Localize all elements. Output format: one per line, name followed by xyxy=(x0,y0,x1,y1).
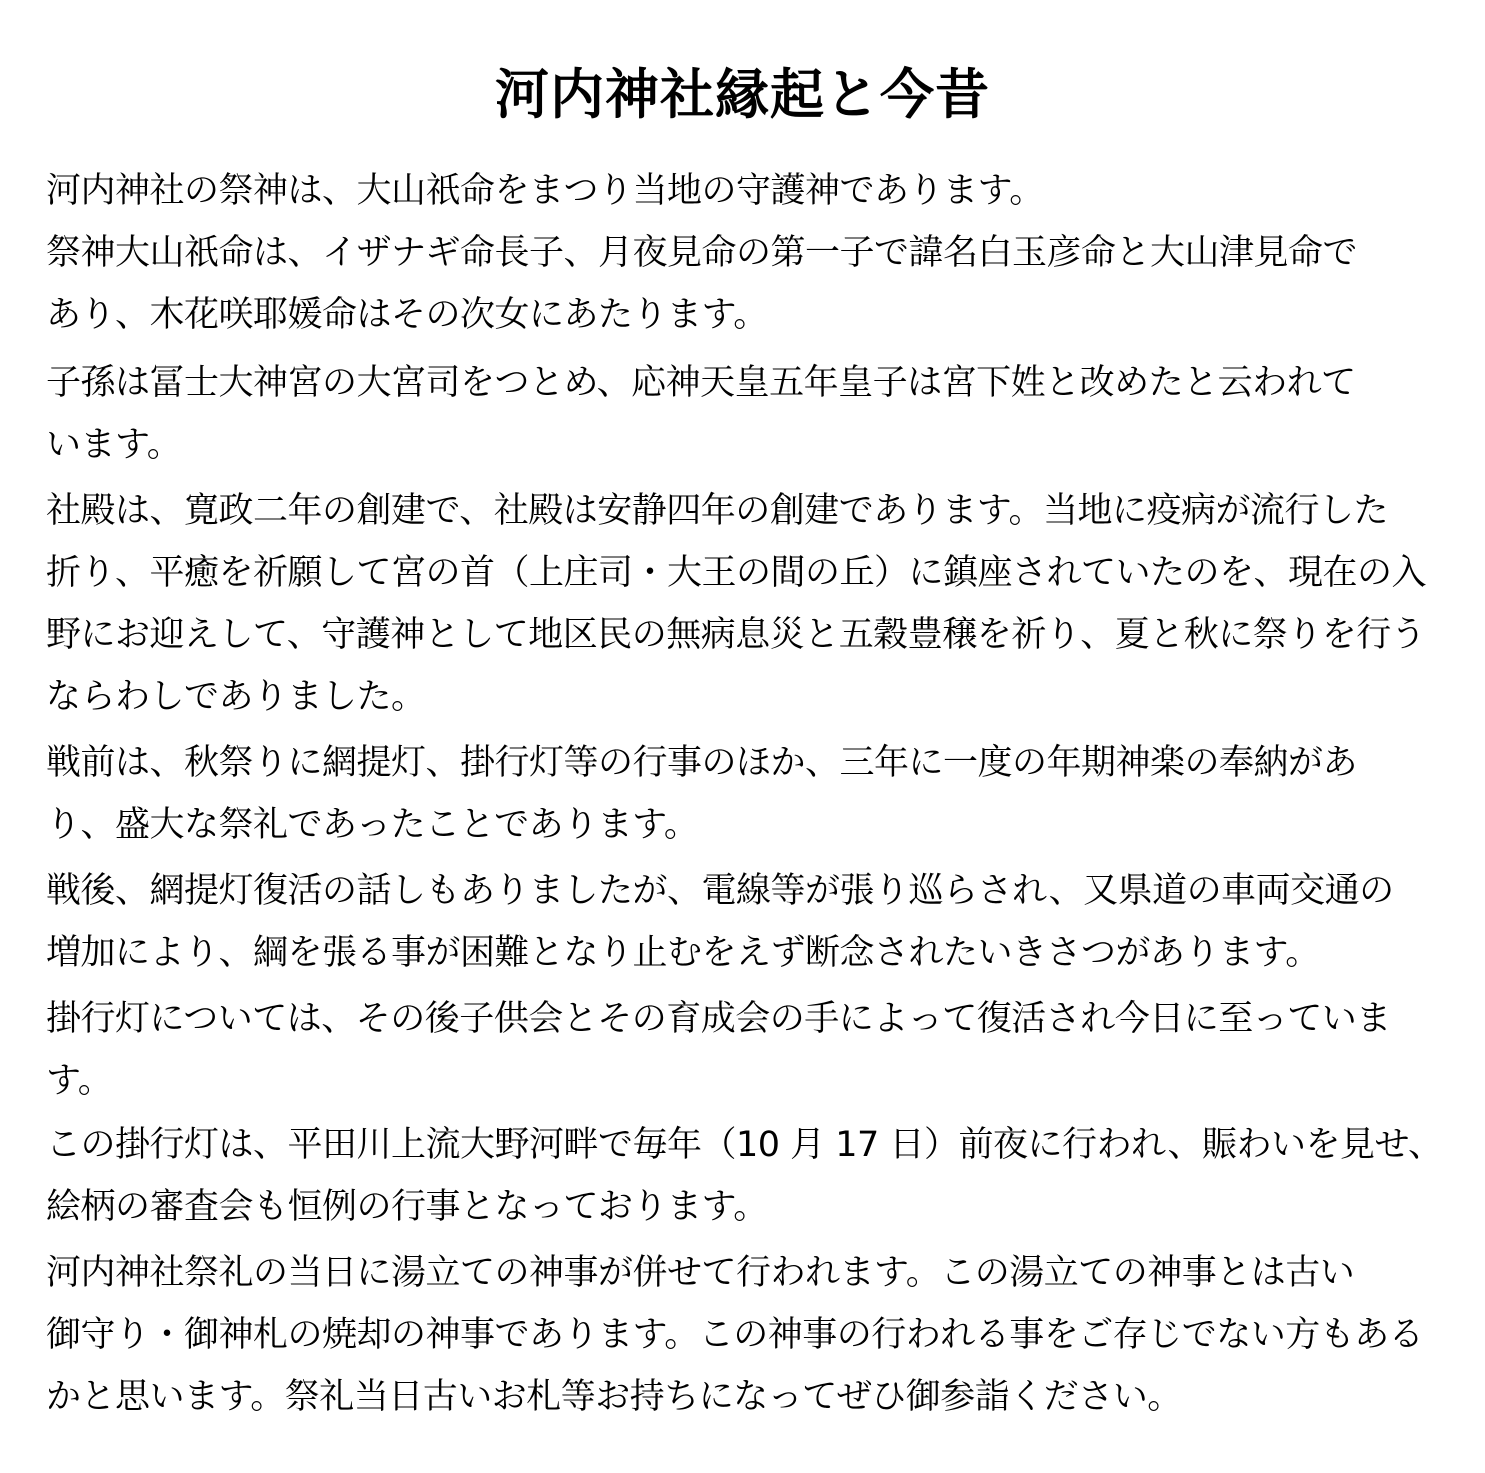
body-line-5: います。 xyxy=(46,425,182,465)
body-line-17: 絵柄の審査会も恒例の行事となっております。 xyxy=(46,1187,768,1227)
body-line-15: す。 xyxy=(46,1061,113,1101)
body-line-18: 河内神社祭礼の当日に湯立ての神事が併せて行われます。この湯立ての神事とは古い xyxy=(46,1253,1355,1293)
page-title: 河内神社縁起と今昔 xyxy=(495,63,990,126)
body-line-19: 御守り・御神札の焼却の神事であります。この神事の行われる事をご存じでない方もある xyxy=(46,1315,1424,1355)
body-line-13: 増加により、綱を張る事が困難となり止むをえず断念されたいきさつがあります。 xyxy=(46,933,1320,973)
body-line-2: 祭神大山祇命は、イザナギ命長子、月夜見命の第一子で諱名白玉彦命と大山津見命で xyxy=(46,233,1358,273)
body-line-10: 戦前は、秋祭りに網提灯、掛行灯等の行事のほか、三年に一度の年期神楽の奉納があ xyxy=(46,743,1358,783)
body-line-9: ならわしでありました。 xyxy=(46,677,426,717)
body-line-3: あり、木花咲耶媛命はその次女にあたります。 xyxy=(46,295,768,335)
body-line-1: 河内神社の祭神は、大山祇命をまつり当地の守護神であります。 xyxy=(46,171,1044,211)
body-line-6: 社殿は、寛政二年の創建で、社殿は安静四年の創建であります。当地に疫病が流行した xyxy=(46,491,1389,531)
body-line-16: この掛行灯は、平田川上流大野河畔で毎年（10 月 17 日）前夜に行われ、賑わいを見せ、 xyxy=(46,1125,1443,1165)
body-line-7: 折り、平癒を祈願して宮の首（上庄司・大王の間の丘）に鎮座されていたのを、現在の入 xyxy=(46,553,1427,593)
body-line-14: 掛行灯については、その後子供会とその育成会の手によって復活され今日に至っていま xyxy=(46,999,1391,1039)
body-line-8: 野にお迎えして、守護神として地区民の無病息災と五穀豊穣を祈り、夏と秋に祭りを行う xyxy=(46,615,1426,655)
body-line-12: 戦後、網提灯復活の話しもありましたが、電線等が張り巡らされ、又県道の車両交通の xyxy=(46,871,1394,911)
body-line-11: り、盛大な祭礼であったことであります。 xyxy=(46,805,699,845)
body-line-20: かと思います。祭礼当日古いお札等お持ちになってぜひ御参詣ください。 xyxy=(46,1377,1182,1417)
body-line-4: 子孫は冨士大神宮の大宮司をつとめ、応神天皇五年皇子は宮下姓と改めたと云われて xyxy=(46,363,1356,403)
